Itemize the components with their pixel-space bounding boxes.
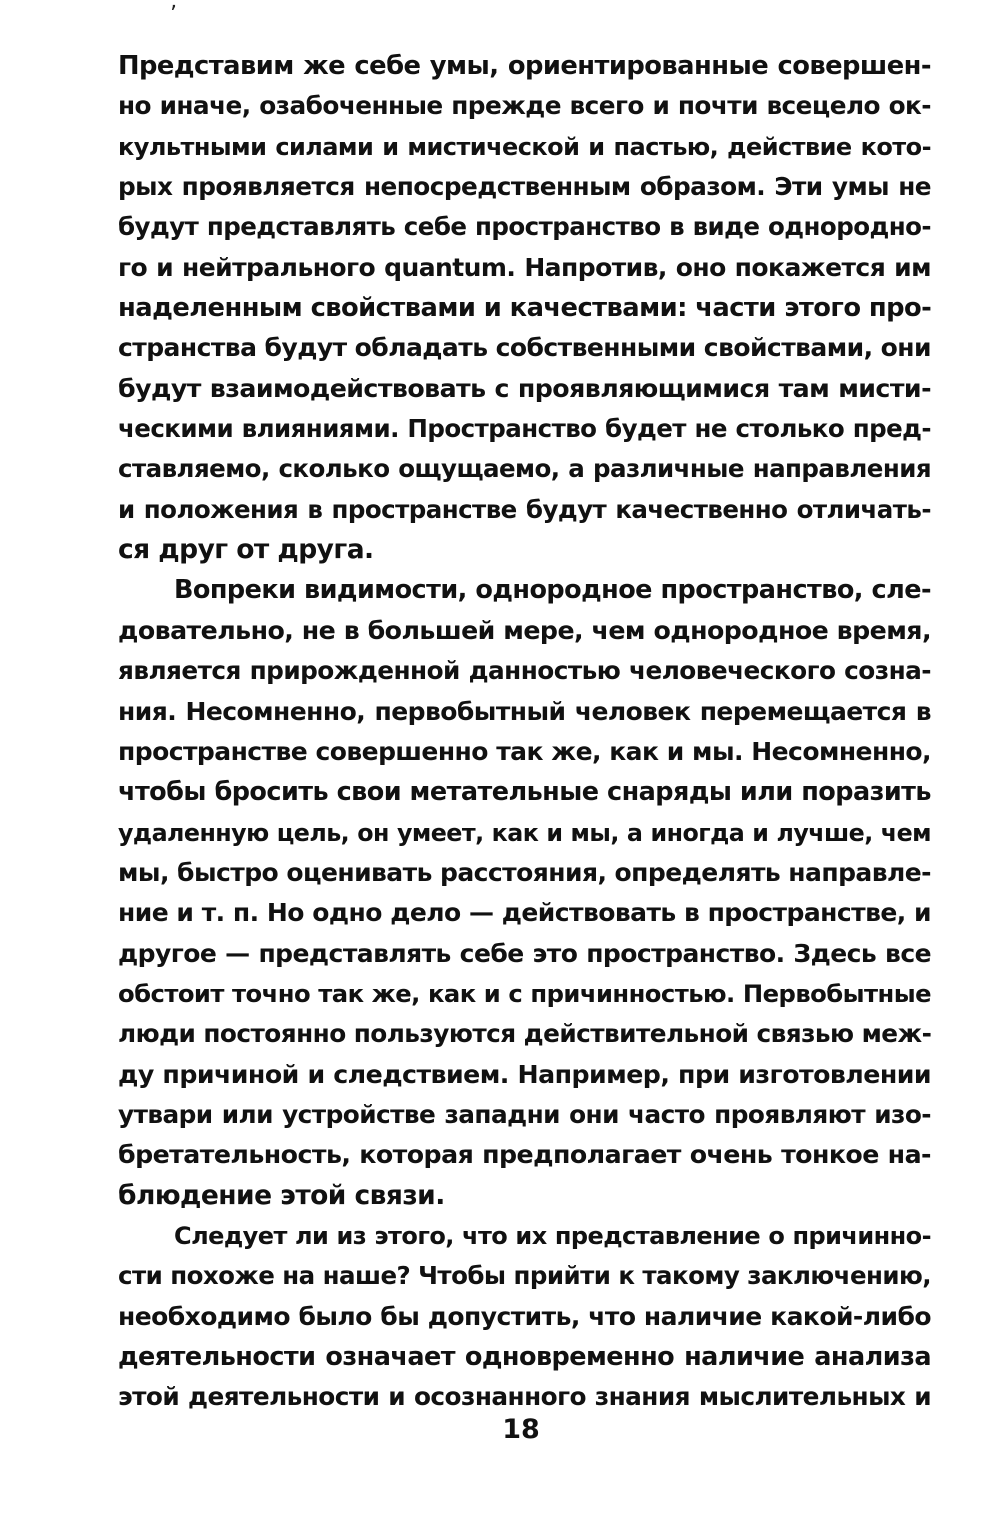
text-line: ние и т. п. Но одно дело — действовать в пространстве, и [118,898,931,928]
text-line: будут представлять себе пространство в виде однородно- [118,212,931,242]
paragraph [118,46,931,570]
text-line: сти похоже на наше? Чтобы прийти к такому заключению, [118,1261,931,1291]
text-line: другое — представлять себе это пространство. Здесь все [118,938,931,968]
paragraph [118,1216,931,1418]
text-line: наделенным свойствами и качествами: части этого про- [118,293,931,324]
text-line: является прирожденной данностью человеческого созна- [118,656,931,686]
paragraph [118,570,931,1216]
text-line: пространстве совершенно так же, как и мы. Несомненно, [118,736,931,766]
text-line: ческими влияниями. Пространство будет не столько пред- [118,414,931,444]
page-number: 18 [502,1414,540,1445]
top-mark: ʼ [170,2,177,27]
text-line: рых проявляется непосредственным образом. Эти умы не [118,172,931,202]
text-line: довательно, не в большей мере, чем однородное время, [118,615,931,645]
text-line: странства будут обладать собственными свойствами, они [118,333,931,363]
text-line: Вопреки видимости, однородное пространство, сле- [174,575,931,606]
text-line: удаленную цель, он умеет, как и мы, а иногда и лучше, чем [118,818,931,847]
text-line: блюдение этой связи. [118,1179,445,1211]
text-line: этой деятельности и осознанного знания мыслительных и [118,1382,931,1412]
text-line: ставляемо, сколько ощущаемо, а различные направления [118,454,931,484]
text-line: и положения в пространстве будут качественно отличать- [118,494,931,524]
text-line: ния. Несомненно, первобытный человек перемещается в [118,696,931,726]
text-line: ся друг от друга. [118,534,374,566]
text-line: бретательность, которая предполагает очень тонкое на- [118,1140,931,1170]
text-line: но иначе, озабоченные прежде всего и почти всецело ок- [118,91,931,121]
text-line: Представим же себе умы, ориентированные совершен- [118,51,931,81]
text-line: Следует ли из этого, что их представление о причинно- [174,1221,931,1250]
body-text [118,46,931,1418]
text-line: люди постоянно пользуются действительной связью меж- [118,1019,931,1049]
text-line: чтобы бросить свои метательные снаряды или поразить [118,777,931,808]
text-line: мы, быстро оценивать расстояния, определять направле- [118,857,931,887]
text-line: го и нейтрального quantum. Напротив, оно покажется им [118,252,931,282]
text-line: деятельности означает одновременно наличие анализа [118,1342,931,1372]
text-line: ду причиной и следствием. Например, при изготовлении [118,1059,931,1089]
text-line: культными силами и мистической и пастью, действие кото- [118,132,931,161]
text-line: обстоит точно так же, как и с причинностью. Первобытные [118,978,931,1008]
text-line: необходимо было бы допустить, что наличие какой-либо [118,1301,931,1331]
text-line: утвари или устройстве западни они часто проявляют изо- [118,1099,931,1129]
text-line: будут взаимодействовать с проявляющимися там мисти- [118,373,931,403]
